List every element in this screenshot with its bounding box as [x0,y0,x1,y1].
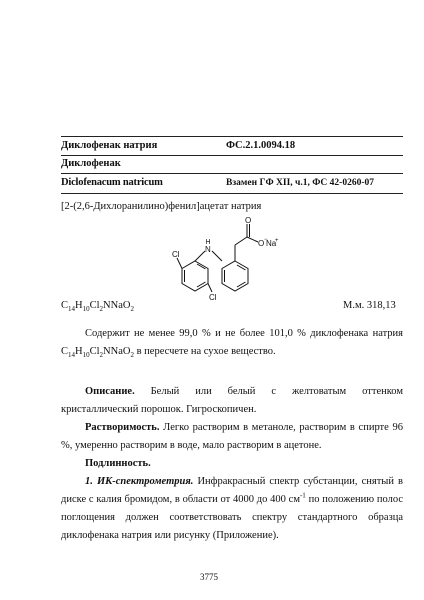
solubility-label: Растворимость. [85,422,160,433]
formula-cl: Cl [89,300,100,311]
header-bottom-rule [61,193,403,194]
identity-heading [61,455,403,473]
atom-na: Na [266,239,277,248]
header-rule-1 [61,155,403,156]
monograph-code: ФС.2.1.0094.18 [226,140,296,151]
formula-c-count: 14 [68,351,76,360]
content-suffix: в пересчете на сухое вещество. [133,346,276,357]
formula-cl: Cl [89,346,100,357]
left-benzene-ring [182,261,208,291]
structure-bonds [177,224,258,292]
formula-o-count: 2 [130,351,134,360]
atom-n: N [205,245,211,254]
latin-name: Diclofenacum natricum [61,177,163,188]
atom-o-minus: O [258,239,265,248]
ir-label: 1. ИК-спектрометрия. [85,476,194,487]
cl-bond-top [177,258,182,269]
description-paragraph [61,383,403,419]
formula-h: H [75,346,83,357]
charge-plus: + [275,238,279,244]
identity-label: Подлинность. [85,458,151,469]
nh-bond-right [212,251,222,261]
molecular-mass: М.м. 318,13 [343,300,396,311]
formula-h-count: 10 [82,305,90,314]
formula-h-count: 10 [82,351,90,360]
solubility-text: Легко растворим в метаноле, растворим в спирте 96 %, умеренно растворим в воде, мало растворим в ацетоне. [61,422,403,451]
formula-c: C [61,300,69,311]
c-carbonyl-bond [235,237,247,245]
header-top-rule [61,136,403,137]
ir-text-1: Инфракрасный спектр субстанции, снятый в диске с калия бромидом, в области от 4000 до 400 см [61,476,403,505]
carboxylate-bond [247,237,258,242]
cl-bond-bottom [208,284,212,293]
formula-c: C [61,346,69,357]
formula-cl-count: 2 [99,351,104,360]
charge-minus: − [264,237,268,243]
formula-o-count: 2 [130,305,134,314]
atom-o: O [245,216,252,225]
atom-cl-bottom: Cl [209,293,217,302]
formula-h: H [75,300,83,311]
structure-atoms [172,216,279,302]
right-benzene-ring [222,261,248,291]
content-formula [61,346,134,360]
ir-text-2: по положению полос поглощения должен соответствовать спектру стандартного образца диклофенака натрия или рисунку (Приложение). [61,494,403,541]
nh-bond-left [195,251,205,261]
structural-formula [150,215,280,305]
ir-paragraph [61,473,403,545]
substance-name-ru: Диклофенак натрия [61,140,158,151]
formula-cl-count: 2 [99,305,104,314]
formula-rest: NNaO [103,300,131,311]
inn-name-ru: Диклофенак [61,158,121,169]
content-paragraph [61,325,403,361]
ir-superscript: -1 [299,491,306,500]
chemical-name: [2-(2,6-Дихлоранилино)фенил]ацетат натрия [61,201,262,212]
molecular-formula [61,300,134,314]
description-label: Описание. [85,386,135,397]
atom-h: H [205,239,211,246]
atom-cl-top: Cl [172,250,180,259]
description-text: Белый или белый с желтоватым оттенком кристаллический порошок. Гигроскопичен. [61,386,403,415]
formula-c-count: 14 [68,305,76,314]
content-line: Содержит не менее 99,0 % и не более 101,0 % диклофенака натрия [85,328,403,339]
page-number: 3775 [200,572,218,582]
header-rule-2 [61,173,403,174]
replaces-note: Взамен ГФ XII, ч.1, ФС 42-0260-07 [226,178,374,188]
formula-rest: NNaO [103,346,131,357]
solubility-paragraph [61,419,403,455]
